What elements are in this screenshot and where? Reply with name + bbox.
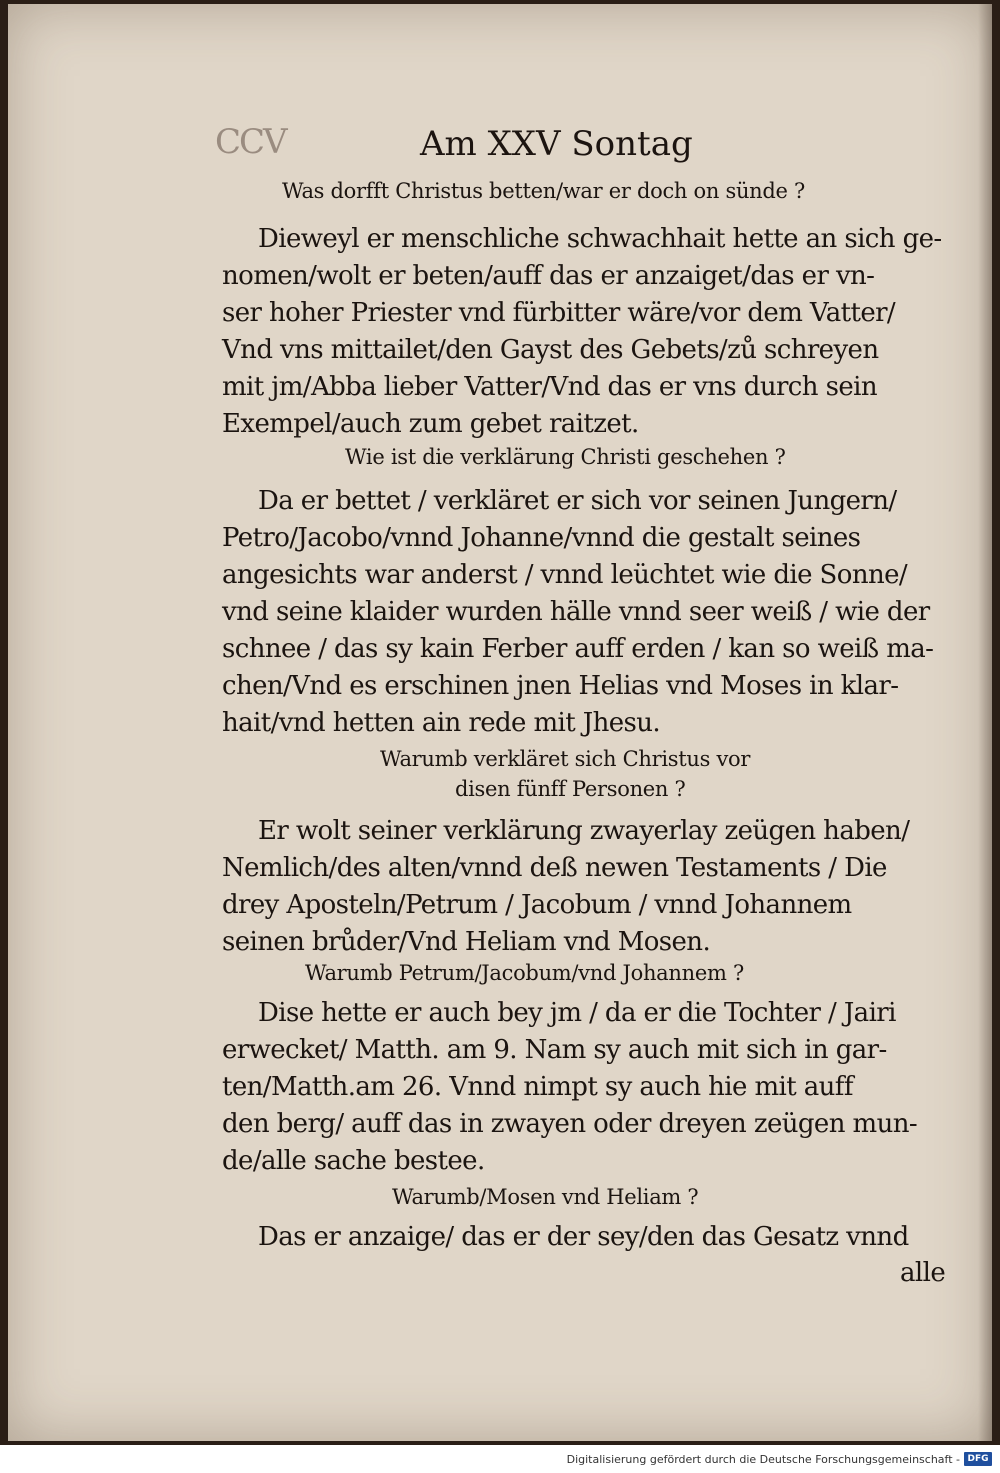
answer-line: schnee / das sy kain Ferber auff erden / kan so weiß ma- [222,634,934,664]
catchword: alle [900,1258,946,1288]
page-edge-shadow [978,4,992,1441]
answer-line: Vnd vns mittailet/den Gayst des Gebets/zů schreyen [222,335,879,365]
answer-line: nomen/wolt er beten/auff das er anzaiget/das er vn- [222,261,875,291]
question-line: Warumb/Mosen vnd Heliam ? [392,1185,699,1209]
answer-line: Das er anzaige/ das er der sey/den das Gesatz vnnd [258,1222,909,1252]
question-line: Warumb verkläret sich Christus vor [380,747,751,771]
answer-line: hait/vnd hetten ain rede mit Jhesu. [222,708,661,738]
answer-line: Er wolt seiner verklärung zwayerlay zeügen haben/ [258,816,910,846]
question-line: Was dorfft Christus betten/war er doch on sünde ? [282,179,806,203]
answer-line: chen/Vnd es erschinen jnen Helias vnd Moses in klar- [222,671,899,701]
question-line: disen fünff Personen ? [455,777,686,801]
answer-line: mit jm/Abba lieber Vatter/Vnd das er vns durch sein [222,372,877,402]
answer-line: de/alle sache bestee. [222,1146,485,1176]
page-number: CCV [215,122,286,162]
answer-line: Dise hette er auch bey jm / da er die Tochter / Jairi [258,998,896,1028]
answer-line: Petro/Jacobo/vnnd Johanne/vnnd die gestalt seines [222,523,861,553]
answer-line: drey Aposteln/Petrum / Jacobum / vnnd Johannem [222,890,852,920]
question-line: Wie ist die verklärung Christi geschehen ? [345,445,786,469]
answer-line: Dieweyl er menschliche schwachhait hette an sich ge- [258,224,942,254]
answer-line: Da er bettet / verkläret er sich vor seinen Jungern/ [258,486,897,516]
answer-line: Nemlich/des alten/vnnd deß newen Testaments / Die [222,853,887,883]
answer-line: angesichts war anderst / vnnd leüchtet wie die Sonne/ [222,560,908,590]
question-line: Warumb Petrum/Jacobum/vnd Johannem ? [305,961,744,985]
answer-line: ser hoher Priester vnd fürbitter wäre/vor dem Vatter/ [222,298,896,328]
answer-line: Exempel/auch zum gebet raitzet. [222,409,639,439]
answer-line: seinen brůder/Vnd Heliam vnd Mosen. [222,927,711,957]
answer-line: vnd seine klaider wurden hälle vnnd seer weiß / wie der [222,597,930,627]
footer-credit: Digitalisierung gefördert durch die Deutsche Forschungsgemeinschaft - [566,1453,960,1466]
dfg-logo: DFG [964,1452,992,1466]
answer-line: erwecket/ Matth. am 9. Nam sy auch mit sich in gar- [222,1035,887,1065]
answer-line: den berg/ auff das in zwayen oder dreyen zeügen mun- [222,1109,918,1139]
answer-line: ten/Matth.am 26. Vnnd nimpt sy auch hie mit auff [222,1072,853,1102]
running-head: Am XXV Sontag [420,124,693,164]
